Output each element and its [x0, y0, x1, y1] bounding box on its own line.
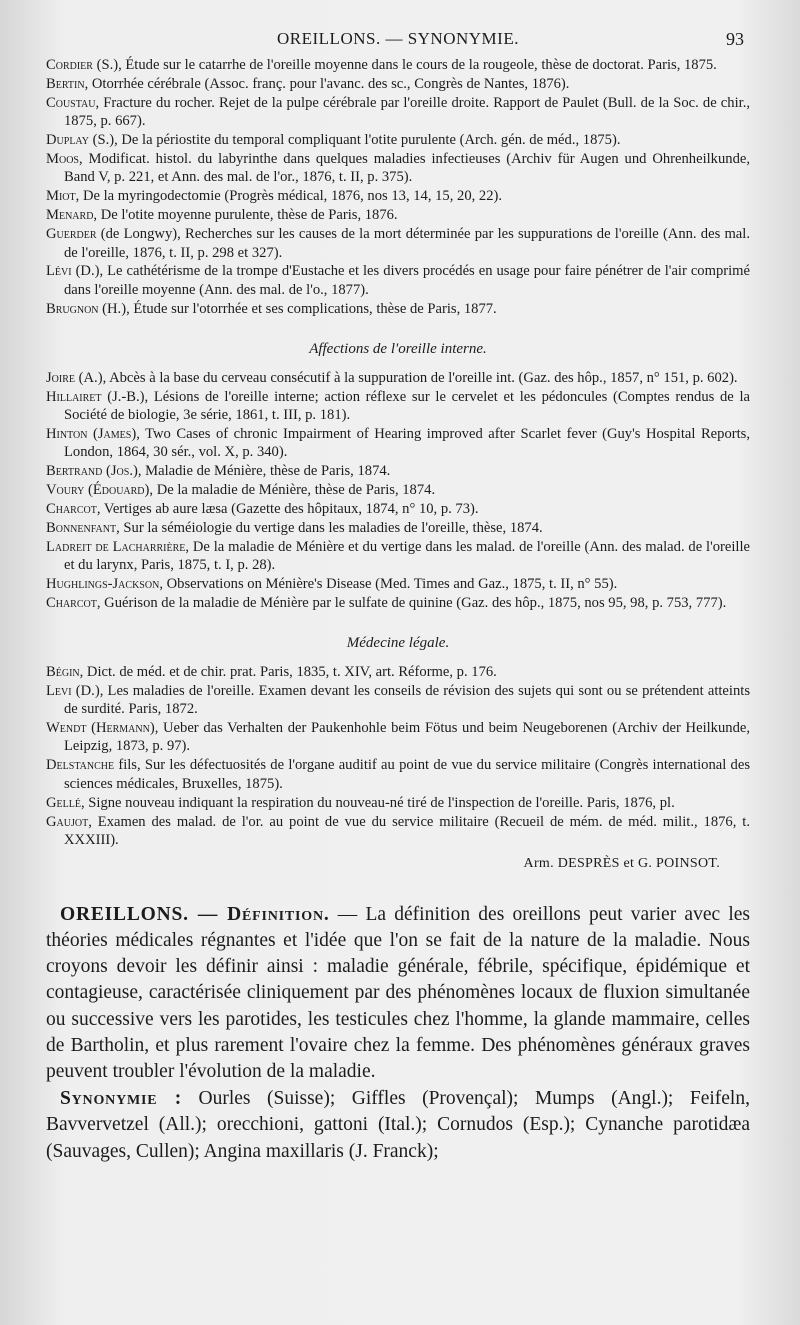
entry-text: , Les maladies de l'oreille. Examen devant les conseils de révision des sujets qui sont ou se prétendent atteints de surdité. Paris, 1872.: [64, 682, 750, 718]
article-body: [46, 902, 750, 1165]
bibliography-entry: [46, 719, 750, 756]
definition-lead: OREILLONS. — Définition.: [60, 903, 330, 925]
bibliography-entry: [46, 575, 750, 593]
bibliography-entry: [46, 500, 750, 518]
entry-author: Bonnenfant: [46, 519, 117, 536]
entry-author: Charcot: [46, 500, 97, 517]
bibliography-entry: [46, 75, 750, 93]
entry-author: Gellé: [46, 794, 81, 811]
bibliography-entry: [46, 794, 750, 812]
entry-text: , Étude sur l'otorrhée et ses complications, thèse de Paris, 1877.: [126, 300, 497, 317]
entry-text: , Lésions de l'oreille interne; action réflexe sur le cervelet et les pédoncules (Comptes rendus de la Société de biologie, 3e série, 1861, t. III, p. 181).: [64, 388, 750, 423]
entry-author: Lévi (D.): [46, 263, 100, 280]
entry-author: Coustau: [46, 94, 96, 111]
entry-text: , Ueber das Verhalten der Paukenhohle beim Fötus und beim Neugeborenen (Archiv der Heilkunde, Leipzig, 1873, p. 97).: [64, 720, 750, 755]
entry-author: Bertin: [46, 75, 85, 92]
entry-text: fils, Sur les défectuosités de l'organe auditif au point de vue du service militaire (Congrès international des sciences médicales, Bruxelles, 1875).: [64, 757, 750, 792]
entry-author: Voury (Édouard): [46, 482, 150, 499]
bibliography-entry: [46, 187, 750, 205]
bibliography: [46, 56, 750, 874]
bibliography-entry: [46, 94, 750, 131]
entry-text: , De la maladie de Ménière, thèse de Paris, 1874.: [149, 482, 436, 499]
entry-text: , De la myringodectomie (Progrès médical, 1876, nos 13, 14, 15, 20, 22).: [75, 188, 503, 205]
bibliography-entry: [46, 150, 750, 187]
bibliography-entry: [46, 131, 750, 149]
bibliography-list-medecine-legale: [46, 663, 750, 850]
entry-text: , Signe nouveau indiquant la respiration du nouveau-né tiré de l'inspection de l'oreille. Paris, 1876, pl.: [80, 794, 675, 811]
synonymie-paragraph: [46, 1086, 750, 1165]
synonymie-text: Ourles (Suisse); Giffles (Provençal); Mumps (Angl.); Feifeln, Bavvervetzel (All.); orecchioni, gattoni (Ital.); Cornudos (Esp.); Cynanche parotidæa (Sauvages, Cullen); Angina maxillaris (J. Franck);: [46, 1088, 750, 1162]
entry-author: Charcot: [46, 594, 97, 611]
entry-author: Hinton (James): [46, 425, 137, 442]
entry-text: , Maladie de Ménière, thèse de Paris, 1874.: [137, 463, 391, 480]
entry-author: Levi (D.): [46, 682, 100, 699]
entry-text: , De la périostite du temporal compliquant l'otite purulente (Arch. gén. de méd., 1875).: [114, 132, 621, 149]
entry-author: Bertrand (Jos.): [46, 463, 138, 480]
entry-text: , Sur la séméiologie du vertige dans les maladies de l'oreille, thèse, 1874.: [116, 519, 543, 536]
running-header: [46, 26, 750, 56]
bibliography-entry: [46, 425, 750, 462]
section-heading-legale: Médecine légale.: [346, 635, 450, 652]
entry-text: , Examen des malad. de l'or. au point de vue du service militaire (Recueil de mém. de méd. milit., 1876, t. XXXIII).: [64, 813, 750, 848]
running-title: OREILLONS. — SYNONYMIE.: [277, 29, 519, 48]
entry-text: , Otorrhée cérébrale (Assoc. franç. pour l'avanc. des sc., Congrès de Nantes, 1876).: [84, 75, 570, 92]
entry-text: , Abcès à la base du cerveau consécutif à la suppuration de l'oreille int. (Gaz. des hôp., 1857, n° 151, p. 602).: [102, 369, 738, 386]
entry-text: (de Longwy), Recherches sur les causes de la mort déterminée par les suppurations de l'oreille (Ann. des mal. de l'oreille, 1876, t. II, p. 298 et 327).: [64, 226, 750, 261]
bibliography-entry: [46, 538, 750, 575]
entry-author: Ladreit de Lacharrière: [46, 538, 186, 555]
entry-text: , De l'otite moyenne purulente, thèse de Paris, 1876.: [93, 207, 398, 224]
entry-text: , Étude sur le catarrhe de l'oreille moyenne dans le cours de la rougeole, thèse de doctorat. Paris, 1875.: [118, 57, 717, 73]
entry-author: Hughlings-Jackson: [46, 576, 160, 593]
bibliography-entry: [46, 56, 750, 74]
bibliography-entry: [46, 369, 750, 387]
bibliography-entry: [46, 206, 750, 224]
definition-paragraph: [46, 902, 750, 1085]
page-number: 93: [726, 29, 744, 49]
bibliography-entry: [46, 300, 750, 318]
bibliography-list-oreille-moyenne: [46, 56, 750, 318]
bibliography-entry: [46, 813, 750, 850]
entry-author: Brugnon (H.): [46, 300, 127, 317]
entry-author: Delstanche: [46, 757, 115, 774]
entry-author: Cordier (S.): [46, 57, 119, 73]
entry-author: Wendt (Hermann): [46, 720, 155, 736]
entry-author: Menard: [46, 207, 94, 224]
bibliography-entry: [46, 225, 750, 262]
entry-text: , Dict. de méd. et de chir. prat. Paris, 1835, t. XIV, art. Réforme, p. 176.: [79, 663, 497, 680]
bibliography-entry: [46, 462, 750, 480]
entry-text: , Vertiges ab aure læsa (Gazette des hôpitaux, 1874, n° 10, p. 73).: [96, 500, 479, 517]
entry-author: Gaujot: [46, 813, 89, 830]
entry-author: Hillairet (J.-B.): [46, 388, 145, 405]
bibliography-entry: [46, 388, 750, 425]
bibliography-entry: [46, 519, 750, 537]
section-heading-interne: Affections de l'oreille interne.: [309, 341, 487, 358]
entry-text: , Le cathétérisme de la trompe d'Eustache et les divers procédés en usage pour faire pénétrer de l'air comprimé dans l'oreille moyenne (Ann. des mal. de l'o., 1877).: [64, 263, 750, 298]
authors-signature: Arm. DESPRÈS et G. POINSOT.: [523, 856, 720, 872]
entry-author: Moos: [46, 151, 79, 168]
entry-author: Miot: [46, 188, 76, 205]
bibliography-entry: [46, 481, 750, 499]
entry-text: , Guérison de la maladie de Ménière par le sulfate de quinine (Gaz. des hôp., 1875, nos 95, 98, p. 753, 777).: [96, 594, 727, 611]
entry-author: Duplay (S.): [46, 132, 115, 149]
bibliography-list-oreille-interne: [46, 369, 750, 613]
bibliography-entry: [46, 262, 750, 299]
bibliography-entry: [46, 756, 750, 793]
entry-text: , Observations on Ménière's Disease (Med. Times and Gaz., 1875, t. II, n° 55).: [159, 576, 618, 593]
definition-text: — La définition des oreillons peut varier avec les théories médicales régnantes et l'idée que l'on se fait de la nature de la maladie. Nous croyons devoir les définir ainsi : maladie générale, fébrile, spécifique, épidémique et contagieuse, caractérisée cliniquement par des phénomènes locaux de fluxion simultanée ou successive vers les parotides, les testicules chez l'homme, la glande mammaire, celles de Bartholin, et plus rarement l'ovaire chez la femme. Des phénomènes généraux graves peuvent troubler l'évolution de la maladie.: [46, 903, 750, 1082]
entry-author: Bégin: [46, 663, 80, 680]
entry-text: , Fracture du rocher. Rejet de la pulpe cérébrale par l'oreille droite. Rapport de Paulet (Bull. de la Soc. de chir., 1875, p. 667).: [64, 94, 750, 130]
entry-text: , Modificat. histol. du labyrinthe dans quelques maladies infectieuses (Archiv für Augen und Ohrenheilkunde, Band V, p. 221, et Ann. des mal. de l'or., 1876, t. II, p. 375).: [64, 151, 750, 186]
synonymie-lead: Synonymie :: [60, 1088, 182, 1110]
bibliography-entry: [46, 663, 750, 681]
bibliography-entry: [46, 682, 750, 719]
bibliography-entry: [46, 594, 750, 612]
entry-text: , De la maladie de Ménière et du vertige dans les malad. de l'oreille (Ann. des malad. de l'oreille et du larynx, Paris, 1875, t. I, p. 28).: [64, 538, 750, 574]
entry-author: Guerder: [46, 226, 97, 243]
entry-text: , Two Cases of chronic Impairment of Hearing improved after Scarlet fever (Guy's Hospital Reports, London, 1864, 30 sér., vol. X, p. 340).: [64, 425, 750, 461]
entry-author: Joire (A.): [46, 369, 103, 386]
